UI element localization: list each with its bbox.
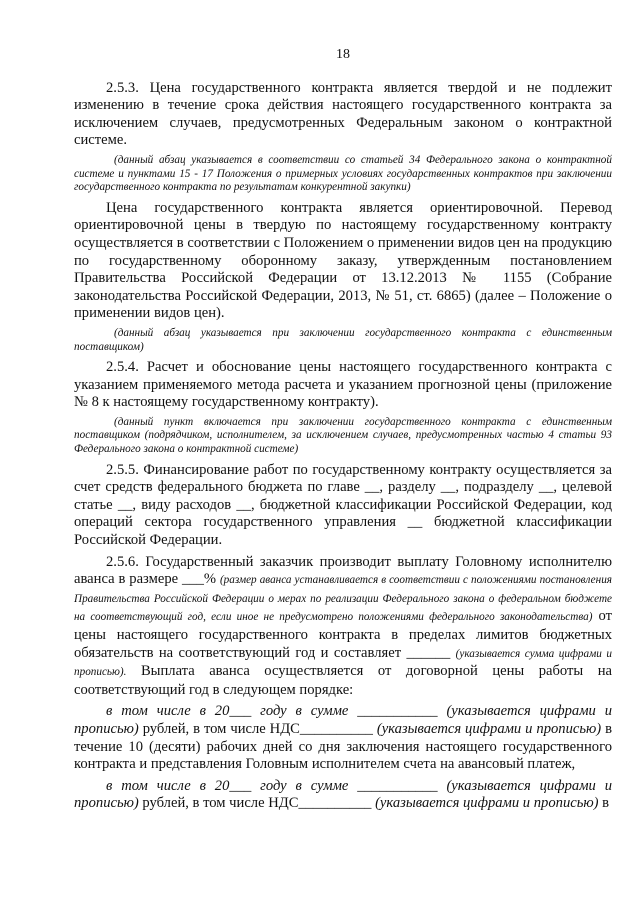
advance-line-2-italic-1: в том числе в 20___ году в сумме ___________ (указывается цифрами и прописью) xyxy=(74,777,612,812)
advance-line-1 xyxy=(74,703,612,773)
paragraph-indicative-price: Цена государственного контракта является ориентировочной. Перевод ориентировочной цены в твердую по настоящему государственному контракту осуществляется в соответствии с Положением о применении видов цен на продукцию по государственному оборонному заказу, утвержденным постановлением Правительства Российской Федерации от 13.12.2013 № 1155 (Собрание законодательства Российской Федерации, 2013, № 51, ст. 6865) (далее – Положение о применении видов цен). xyxy=(74,199,612,322)
clause-2-5-6-italic-1: (размер аванса устанавливается в соответствии с положениями постановления Правительства Российской Федерации о мерах по реализации Федерального закона о федеральном бюджете на соответствующий год, если иное не предусмотрено положениями федерального законодательства) xyxy=(74,574,612,624)
advance-line-2 xyxy=(74,778,612,813)
advance-line-1-text-2: в течение 10 (десяти) рабочих дней со дня заключения настоящего государственного контракта и представления Головным исполнителем счета на авансовый платеж, xyxy=(74,720,612,773)
clause-2-5-6-text-2: от цены настоящего государственного контракта в пределах лимитов бюджетных обязательств на соответствующий год и составляет ______ xyxy=(74,608,612,661)
note-article-34: (данный абзац указывается в соответствии со статьей 34 Федерального закона о контрактной системе и пунктами 15 - 17 Положения о примерных условиях государственных контрактов при заключении государственного контракта по результатам конкурентной закупки) xyxy=(74,153,612,194)
clause-2-5-6-text-1: 2.5.6. Государственный заказчик производит выплату Головному исполнителю аванса в размере ___% xyxy=(74,553,612,588)
clause-2-5-5: 2.5.5. Финансирование работ по государственному контракту осуществляется за счет средств федерального бюджета по главе __, разделу __, подразделу __, целевой статье __, виду расходов __, бюджетной классификации Российской Федерации, код операций сектора государственного управления __ бюджетной классификации Российской Федерации. xyxy=(74,461,612,549)
document-page xyxy=(74,46,612,817)
advance-line-2-text-2: в xyxy=(598,795,610,812)
note-clause-2-5-4: (данный пункт включается при заключении государственного контракта с единственным поставщиком (подрядчиком, исполнителем, за исключением случаев, предусмотренных частью 4 статьи 93 Федерального закона о контрактной системе) xyxy=(74,415,612,456)
clause-2-5-6-italic-2: (указывается сумма цифрами и прописью). xyxy=(74,647,612,679)
advance-line-1-italic-1: в том числе в 20___ году в сумме ___________ (указывается цифрами и прописью) xyxy=(74,703,612,737)
advance-line-2-text-1: рублей, в том числе НДС__________ xyxy=(138,795,376,812)
clause-2-5-3: 2.5.3. Цена государственного контракта является твердой и не подлежит изменению в течение срока действия настоящего государственного контракта за исключением случаев, предусмотренных Федеральным законом о контрактной системе. xyxy=(74,79,612,149)
page-number: 18 xyxy=(336,47,350,62)
advance-line-1-text-1: рублей, в том числе НДС__________ xyxy=(138,720,377,737)
clause-2-5-6-text-3: Выплата аванса осуществляется от договорной цены работы на соответствующий год в следующем порядке: xyxy=(74,663,612,698)
clause-2-5-4: 2.5.4. Расчет и обоснование цены настоящего государственного контракта с указанием применяемого метода расчета и указанием прогнозной цены (приложение № 8 к настоящему государственному контракту). xyxy=(74,359,612,411)
note-single-supplier: (данный абзац указывается при заключении государственного контракта с единственным поставщиком) xyxy=(74,326,612,353)
advance-line-2-italic-2: (указывается цифрами и прописью) xyxy=(375,795,599,812)
advance-line-1-italic-2: (указывается цифрами и прописью) xyxy=(376,720,602,737)
clause-2-5-6 xyxy=(74,554,612,700)
